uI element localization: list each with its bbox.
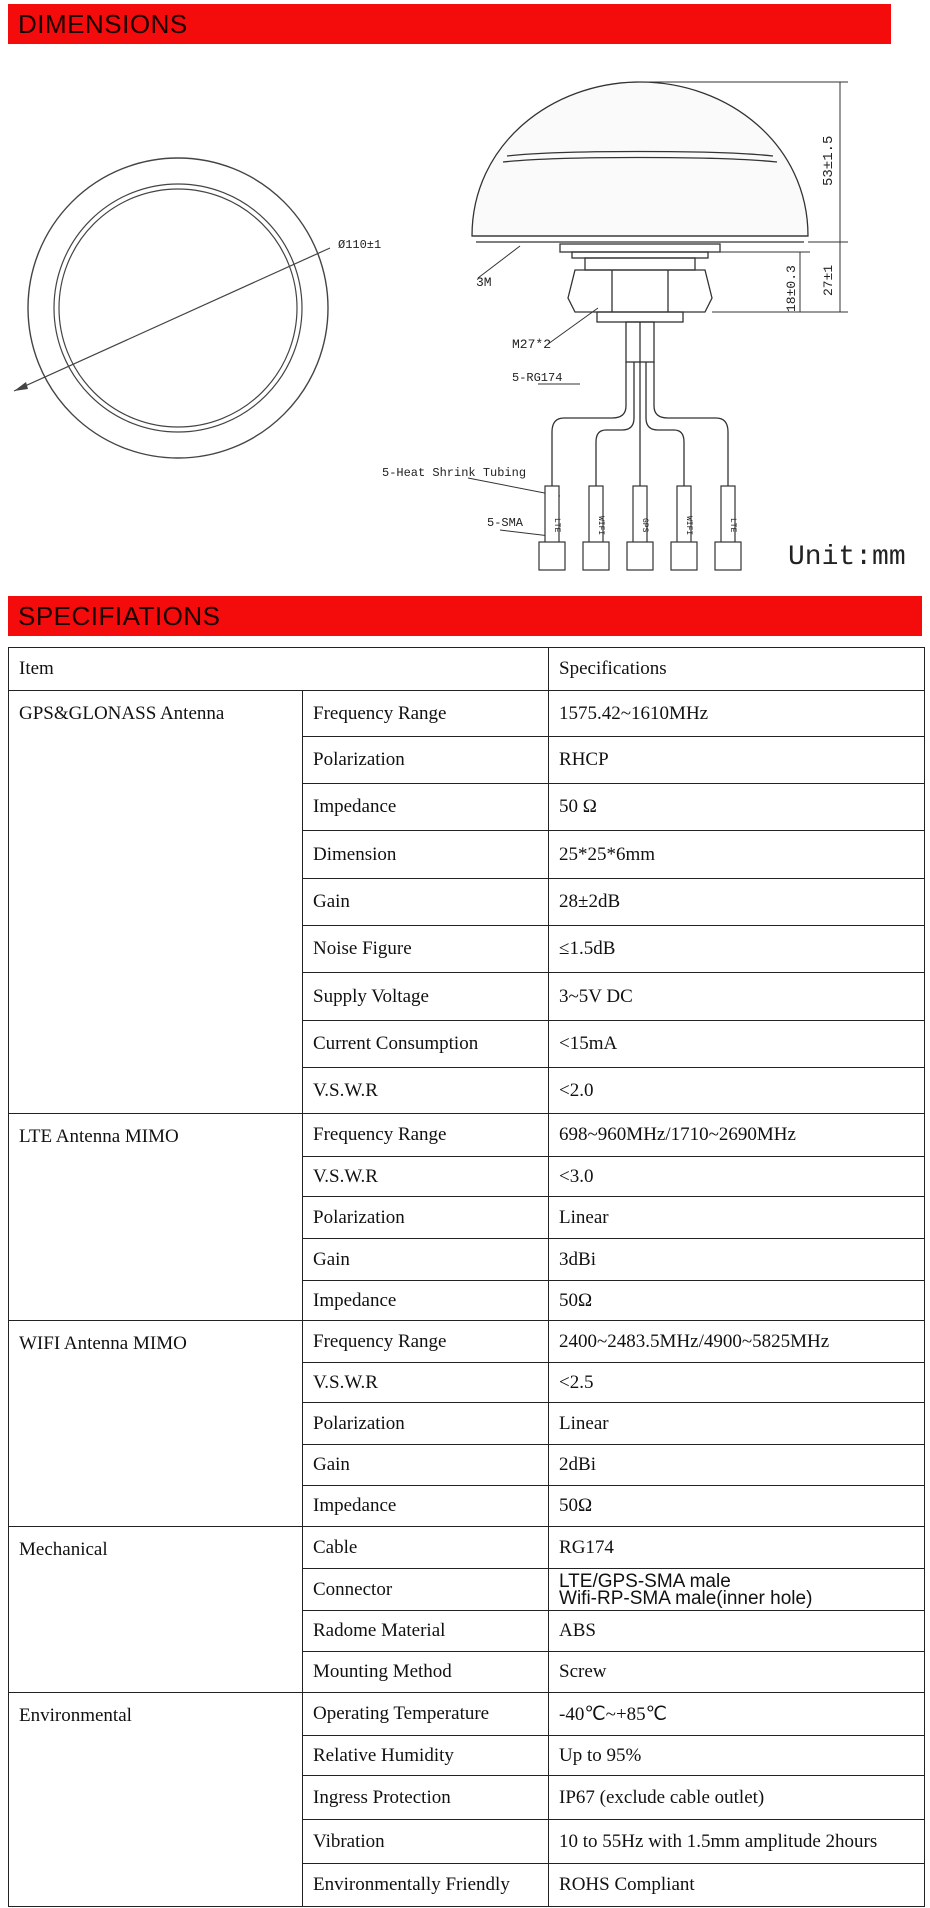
specifications-table [8, 647, 925, 1907]
param-cell: Gain [303, 879, 549, 926]
sma-connector [627, 486, 653, 570]
value-cell: IP67 (exclude cable outlet) [549, 1776, 925, 1820]
value-cell: ≤1.5dB [549, 926, 925, 973]
value-cell [549, 1569, 925, 1611]
table-row [9, 691, 925, 737]
param-cell: Mounting Method [303, 1652, 549, 1693]
diameter-label: Ø110±1 [338, 238, 382, 252]
table-row [9, 1114, 925, 1157]
param-cell: Ingress Protection [303, 1776, 549, 1820]
param-cell: V.S.W.R [303, 1068, 549, 1114]
value-cell: Screw [549, 1652, 925, 1693]
param-cell: Environmentally Friendly [303, 1864, 549, 1907]
param-cell: Gain [303, 1445, 549, 1486]
adhesive-label: 3M [476, 275, 492, 290]
connector-tag: LTE [728, 518, 737, 533]
value-cell: 28±2dB [549, 879, 925, 926]
height-nut-label: 18±0.3 [784, 265, 799, 312]
value-cell: Up to 95% [549, 1736, 925, 1776]
value-cell: 50Ω [549, 1281, 925, 1321]
param-cell: Radome Material [303, 1611, 549, 1652]
table-header-row [9, 648, 925, 691]
table-row [9, 1527, 925, 1569]
value-cell: Linear [549, 1197, 925, 1239]
param-cell: Operating Temperature [303, 1693, 549, 1736]
value-cell: -40℃~+85℃ [549, 1693, 925, 1736]
param-cell: Supply Voltage [303, 973, 549, 1021]
value-cell: RG174 [549, 1527, 925, 1569]
param-cell: V.S.W.R [303, 1157, 549, 1197]
param-cell: Polarization [303, 737, 549, 784]
connector-tag: WIFI [684, 516, 693, 536]
header-item: Item [9, 648, 549, 691]
value-cell: ABS [549, 1611, 925, 1652]
header-spec: Specifications [549, 648, 925, 691]
param-cell: Current Consumption [303, 1021, 549, 1068]
param-cell: Gain [303, 1239, 549, 1281]
value-cell: 50Ω [549, 1486, 925, 1527]
param-cell: Polarization [303, 1403, 549, 1445]
specifications-banner [8, 596, 922, 636]
param-cell: V.S.W.R [303, 1363, 549, 1403]
param-cell: Connector [303, 1569, 549, 1611]
param-cell: Frequency Range [303, 1321, 549, 1363]
group-name: WIFI Antenna MIMO [9, 1321, 303, 1527]
sma-connector [539, 486, 565, 570]
group-name: LTE Antenna MIMO [9, 1114, 303, 1321]
param-cell: Impedance [303, 784, 549, 831]
sma-connector [671, 486, 697, 570]
value-cell: 3dBi [549, 1239, 925, 1281]
value-cell: Linear [549, 1403, 925, 1445]
unit-label: Unit:mm [788, 542, 906, 573]
param-cell: Impedance [303, 1281, 549, 1321]
param-cell: Noise Figure [303, 926, 549, 973]
param-cell: Frequency Range [303, 691, 549, 737]
value-cell: RHCP [549, 737, 925, 784]
param-cell: Frequency Range [303, 1114, 549, 1157]
value-cell: <15mA [549, 1021, 925, 1068]
value-cell: ROHS Compliant [549, 1864, 925, 1907]
param-cell: Impedance [303, 1486, 549, 1527]
dimensions-title: DIMENSIONS [18, 8, 188, 39]
group-name: Mechanical [9, 1527, 303, 1693]
specifications-title: SPECIFIATIONS [18, 600, 221, 631]
connector-tag: GPS [640, 518, 649, 533]
value-cell: 2dBi [549, 1445, 925, 1486]
param-cell: Vibration [303, 1820, 549, 1864]
param-cell: Relative Humidity [303, 1736, 549, 1776]
group-name: GPS&GLONASS Antenna [9, 691, 303, 1114]
value-cell: 3~5V DC [549, 973, 925, 1021]
connector-line: LTE/GPS-SMA male [559, 1570, 731, 1592]
height-total-label: 53±1.5 [821, 135, 837, 186]
table-row [9, 1321, 925, 1363]
tubing-label: 5-Heat Shrink Tubing [382, 466, 527, 480]
table-row [9, 1693, 925, 1736]
param-cell: Dimension [303, 831, 549, 879]
value-cell: <2.0 [549, 1068, 925, 1114]
side-view [472, 82, 808, 486]
thread-label: M27*2 [512, 337, 552, 352]
value-cell: 25*25*6mm [549, 831, 925, 879]
dimension-drawing [0, 46, 930, 576]
sma-connector [715, 486, 741, 570]
value-cell: 698~960MHz/1710~2690MHz [549, 1114, 925, 1157]
connector-tag: LTE [552, 518, 561, 533]
connector-line: Wifi-RP-SMA male(inner hole) [559, 1587, 813, 1609]
height-base-label: 27±1 [821, 264, 836, 296]
value-cell: 10 to 55Hz with 1.5mm amplitude 2hours [549, 1820, 925, 1864]
connector-label: 5-SMA [487, 516, 524, 530]
cable-label: 5-RG174 [512, 371, 563, 385]
param-cell: Polarization [303, 1197, 549, 1239]
connector-group [539, 486, 741, 570]
value-cell: <3.0 [549, 1157, 925, 1197]
dimensions-banner [8, 4, 891, 44]
value-cell: <2.5 [549, 1363, 925, 1403]
top-view [14, 158, 330, 458]
group-name: Environmental [9, 1693, 303, 1907]
connector-tag: WIFI [596, 516, 605, 536]
param-cell: Cable [303, 1527, 549, 1569]
value-cell: 1575.42~1610MHz [549, 691, 925, 737]
value-cell: 2400~2483.5MHz/4900~5825MHz [549, 1321, 925, 1363]
value-cell: 50 Ω [549, 784, 925, 831]
sma-connector [583, 486, 609, 570]
